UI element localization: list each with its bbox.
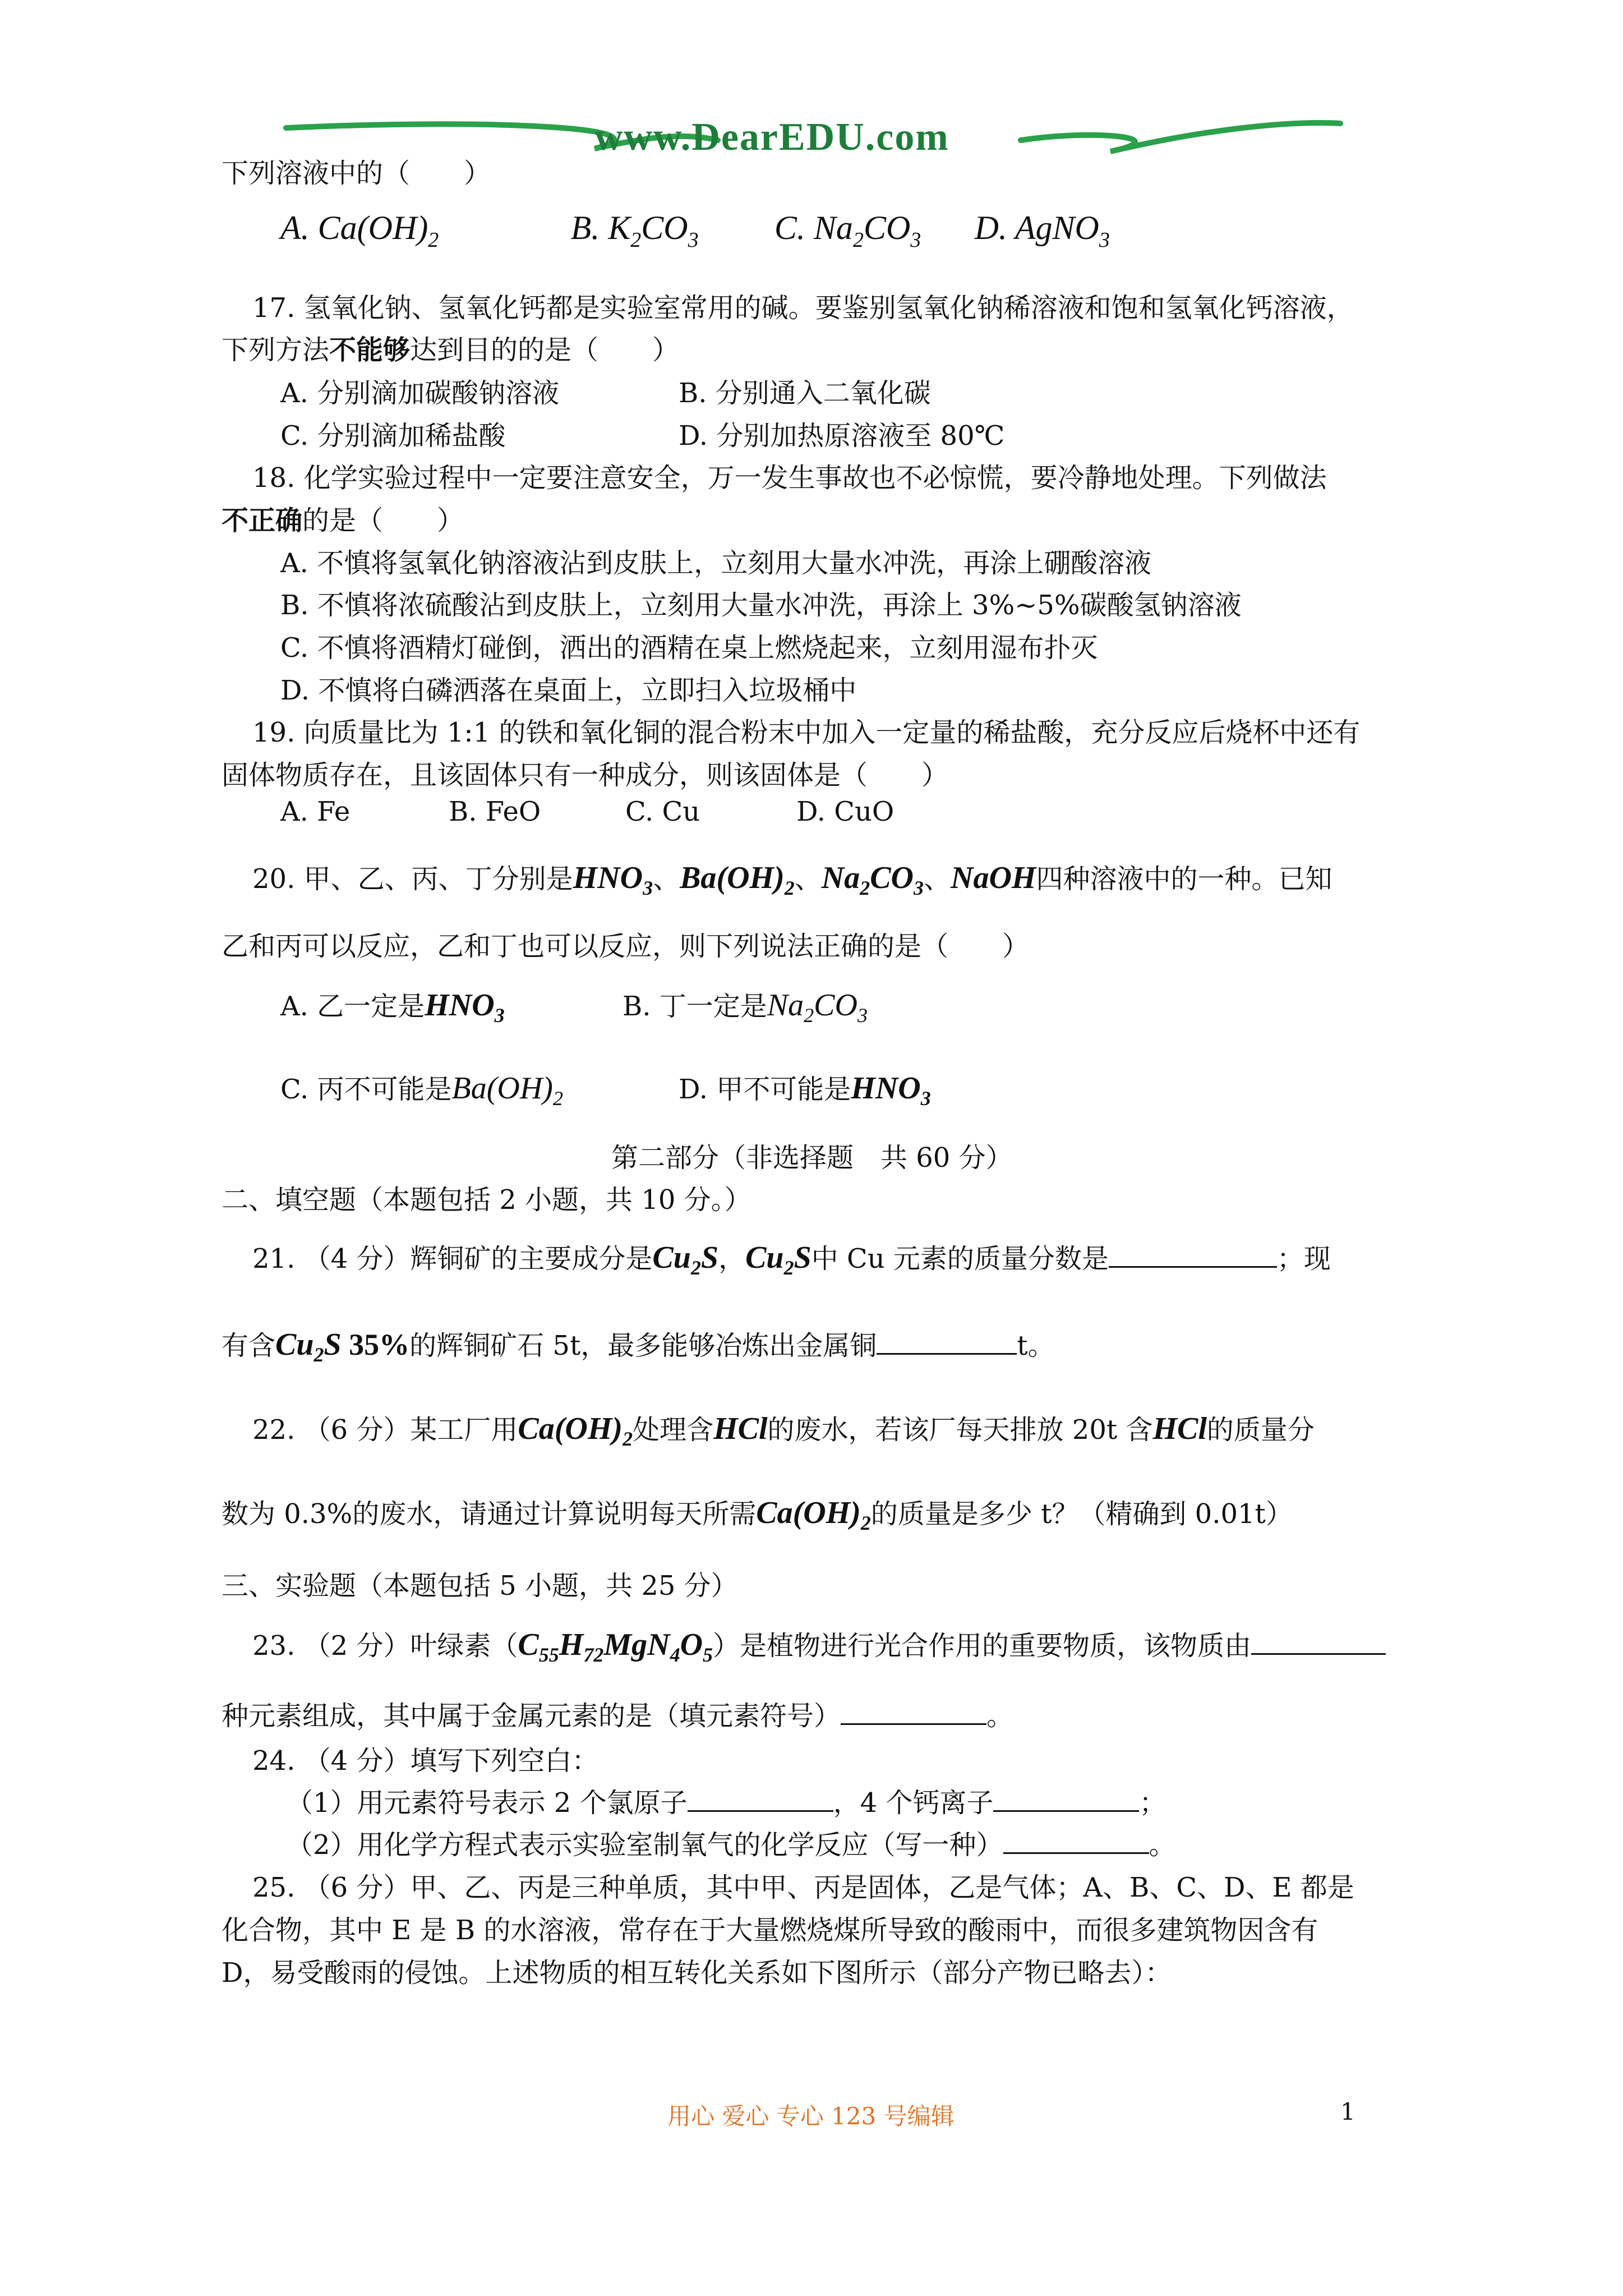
q24-blank-2[interactable] bbox=[993, 1786, 1139, 1812]
q24-line3: （2）用化学方程式表示实验室制氧气的化学反应（写一种） 。 bbox=[286, 1823, 1176, 1862]
q20-option-d: D. 甲不可能是$HNO_3$ bbox=[679, 1071, 931, 1110]
q19-option-b: B. FeO bbox=[449, 796, 541, 827]
q17-line1: 17. 氢氧化钠、氢氧化钙都是实验室常用的碱。要鉴别氢氧化钠稀溶液和饱和氢氧化钙溶液， bbox=[252, 292, 1354, 324]
q19-option-a: A. Fe bbox=[280, 796, 351, 827]
q18-line2: 不正确的是（ ） bbox=[222, 505, 464, 536]
q19-line2: 固体物质存在，且该固体只有一种成分，则该固体是（ ） bbox=[222, 760, 949, 791]
q17-option-c: C. 分别滴加稀盐酸 bbox=[280, 420, 506, 452]
q20-option-a: A. 乙一定是$HNO_3$ bbox=[280, 988, 505, 1027]
q16-option-b: B. $K_2CO_3$ bbox=[570, 209, 699, 252]
q18-option-a: A. 不慎将氢氧化钠溶液沾到皮肤上，立刻用大量水冲洗，再涂上硼酸溶液 bbox=[280, 547, 1152, 579]
q19-line1: 19. 向质量比为 1:1 的铁和氧化铜的混合粉末中加入一定量的稀盐酸，充分反应后烧杯中还有 bbox=[252, 717, 1361, 748]
q21-line2: 有含$Cu_2S$ 35%的辉铜矿石 5t，最多能够冶炼出金属铜 t。 bbox=[222, 1327, 1055, 1366]
q23-line1: 23. （2 分）叶绿素$(C_{55}H_{72}MgN_4O_5)$是植物进行光合作用的重要物质，该物质由 bbox=[252, 1624, 1386, 1667]
q24-blank-3[interactable] bbox=[1003, 1828, 1149, 1854]
q18-option-d: D. 不慎将白磷洒落在桌面上，立即扫入垃圾桶中 bbox=[280, 675, 857, 706]
q21-blank-1[interactable] bbox=[1109, 1241, 1277, 1268]
q24-line2: （1）用元素符号表示 2 个氯原子 ，4 个钙离子 ； bbox=[286, 1781, 1166, 1820]
q16-options bbox=[280, 209, 1110, 252]
q20-option-c: C. 丙不可能是$Ba(OH)_2$ bbox=[280, 1071, 563, 1110]
q24-line1: 24. （4 分）填写下列空白： bbox=[252, 1745, 599, 1777]
q16-option-c: C. $Na_2CO_3$ bbox=[774, 209, 921, 252]
q20-option-b: B. 丁一定是$Na_2CO_3$ bbox=[623, 988, 868, 1027]
q21-blank-2[interactable] bbox=[877, 1328, 1017, 1355]
page-number: 1 bbox=[1340, 2098, 1355, 2125]
q18-option-b: B. 不慎将浓硫酸沾到皮肤上，立刻用大量水冲洗，再涂上 3%~5%碳酸氢钠溶液 bbox=[280, 590, 1242, 621]
q19-option-d: D. CuO bbox=[796, 796, 895, 827]
q23-line2: 种元素组成，其中属于金属元素的是（填元素符号） 。 bbox=[222, 1694, 1013, 1733]
q20-line1: 20. 甲、乙、丙、丁分别是$HNO_3$、$Ba(OH)_2$、$Na_2CO_3$、NaOH四种溶液中的一种。已知 bbox=[252, 861, 1332, 899]
section2-heading: 二、填空题（本题包括 2 小题，共 10 分。） bbox=[222, 1184, 751, 1216]
q22-line2: 数为 0.3%的废水，请通过计算说明每天所需$Ca(OH)_2$的质量是多少 t？（精确到 0.01t） bbox=[222, 1496, 1293, 1534]
section3-heading: 三、实验题（本题包括 5 小题，共 25 分） bbox=[222, 1570, 738, 1602]
footer-text: 用心 爱心 专心 123 号编辑 bbox=[667, 2102, 955, 2130]
q23-blank-2[interactable] bbox=[841, 1699, 986, 1725]
q24-blank-1[interactable] bbox=[688, 1786, 833, 1812]
q19-option-c: C. Cu bbox=[625, 796, 700, 827]
q17-option-a: A. 分别滴加碳酸钠溶液 bbox=[280, 378, 560, 409]
q16-option-d: D. AgNO$_3$ bbox=[974, 209, 1110, 252]
q25-line3: D，易受酸雨的侵蚀。上述物质的相互转化关系如下图所示（部分产物已略去）： bbox=[222, 1957, 1172, 1989]
brand-logo-text: www.DearEDU.com bbox=[594, 116, 949, 159]
q23-blank-1[interactable] bbox=[1251, 1628, 1386, 1655]
q25-line2: 化合物，其中 E 是 B 的水溶液，常存在于大量燃烧煤所导致的酸雨中，而很多建筑物因含有 bbox=[222, 1915, 1318, 1946]
q18-line1: 18. 化学实验过程中一定要注意安全，万一发生事故也不必惊慌，要冷静地处理。下列做法 bbox=[252, 462, 1327, 494]
q17-line2: 下列方法不能够达到目的的是（ ） bbox=[222, 334, 680, 366]
q21-line1: 21. （4 分）辉铜矿的主要成分是$Cu_2S$，$Cu_2S$中 Cu 元素的质量分数是 ；现 bbox=[252, 1240, 1331, 1279]
q20-line2: 乙和丙可以反应，乙和丁也可以反应，则下列说法正确的是（ ） bbox=[222, 931, 1030, 962]
q22-line1: 22. （6 分）某工厂用$Ca(OH)_2$处理含HCl的废水，若该厂每天排放 20t 含HCl的质量分 bbox=[252, 1411, 1315, 1450]
q17-option-b: B. 分别通入二氧化碳 bbox=[679, 378, 931, 409]
part2-heading: 第二部分（非选择题 共 60 分） bbox=[611, 1142, 1013, 1174]
q17-option-d: D. 分别加热原溶液至 80℃ bbox=[679, 420, 1005, 452]
q25-line1: 25. （6 分）甲、乙、丙是三种单质，其中甲、丙是固体，乙是气体；A、B、C、D、E 都是 bbox=[252, 1872, 1354, 1903]
line-intro: 下列溶液中的（ ） bbox=[222, 158, 491, 189]
q16-option-a: A. $Ca(OH)_2$ bbox=[280, 209, 439, 252]
q18-option-c: C. 不慎将酒精灯碰倒，洒出的酒精在桌上燃烧起来，立刻用湿布扑灭 bbox=[280, 632, 1098, 664]
